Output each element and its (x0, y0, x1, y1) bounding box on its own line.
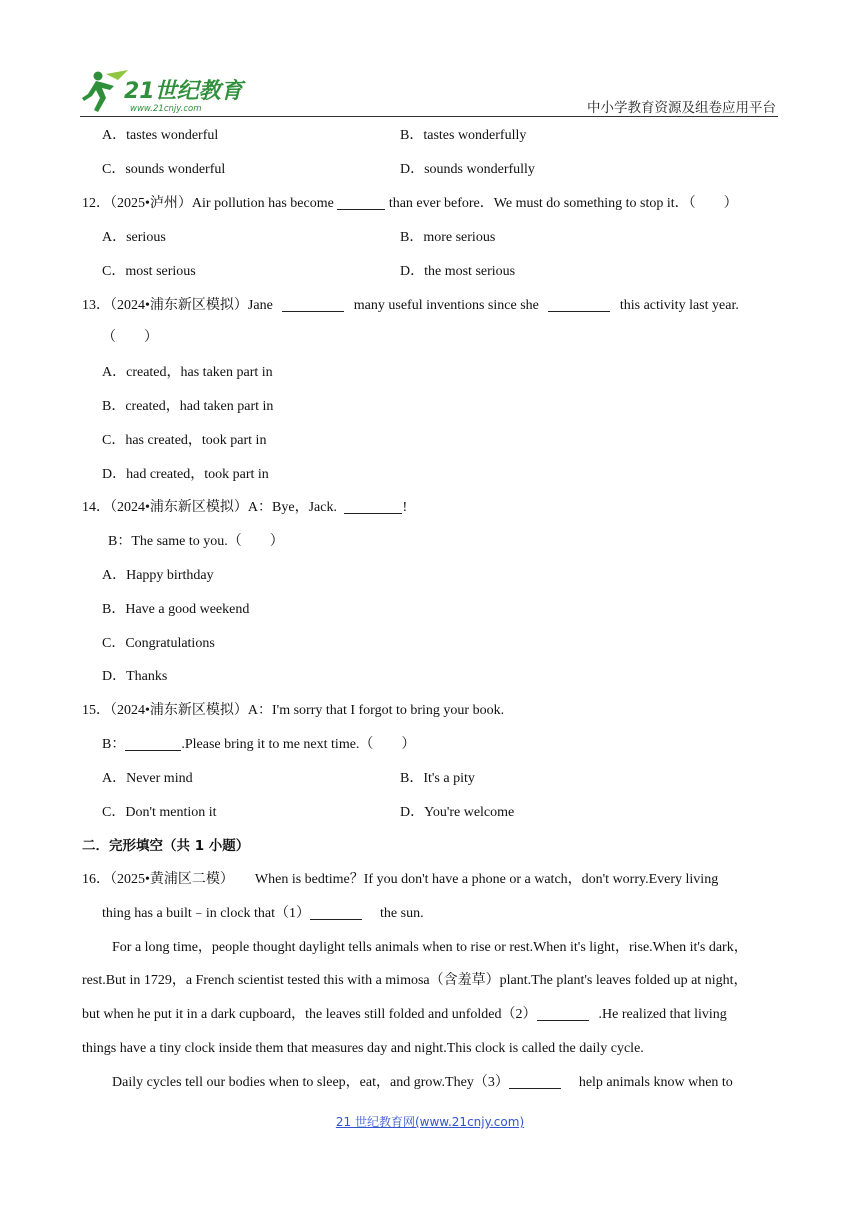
logo-text: 21世纪教育 (124, 79, 243, 104)
q13-option-c: C．has created，took part in (102, 433, 267, 448)
q13-option-d: D．had created，took part in (102, 467, 269, 482)
q13-blank-1 (282, 297, 344, 312)
q16-line-6: things have a tiny clock inside them that measures day and night.This clock is called the daily cycle. (82, 1041, 644, 1056)
q11-option-b: B．tastes wonderfully (400, 128, 527, 143)
q16-blank-3 (509, 1074, 561, 1089)
q14-blank (344, 499, 402, 514)
q14-stem-post: ! (402, 500, 408, 515)
q16-line-7 (112, 1073, 733, 1093)
q12-option-a: A．serious (102, 230, 166, 245)
q16-line-7-post: help animals know when to (578, 1075, 733, 1090)
logo (80, 68, 250, 116)
q16-line-5-post: .He realized that living (598, 1007, 727, 1022)
q16-line-1: 16．（2025•黄浦区二模） When is bedtime？If you don't have a phone or a watch，don't worry.Every living (82, 872, 719, 887)
q13-option-b: B．created，had taken part in (102, 399, 274, 414)
q15-option-b: B．It's a pity (400, 771, 475, 786)
q16-blank-1 (310, 905, 362, 920)
q16-blank-2 (537, 1006, 589, 1021)
q16-line-5 (82, 1005, 727, 1025)
q13-paren: （ ） (102, 330, 158, 345)
q15-stem: 15．（2024•浦东新区模拟）A：I'm sorry that I forgot to bring your book. (82, 703, 505, 718)
q13-stem-post: this activity last year. (619, 298, 739, 313)
header-divider (80, 116, 778, 117)
q12-option-b: B．more serious (400, 230, 496, 245)
q12-blank (337, 195, 385, 210)
q16-line-2 (102, 904, 424, 924)
q14-stem (82, 498, 407, 518)
q15-line2-post: .Please bring it to me next time.（ ） (181, 737, 416, 752)
q15-line2 (102, 735, 415, 755)
q12-stem-pre: 12．（2025•泸州）Air pollution has become (82, 196, 334, 211)
q16-line-2-post: the sun. (380, 906, 424, 921)
q14-line2: B：The same to you.（ ） (108, 534, 284, 549)
q16-line-2-pre: thing has a built﹣in clock that（1） (102, 906, 311, 921)
q16-line-3: For a long time，people thought daylight tells animals when to rise or rest.When it's light，rise.When it's dark， (112, 940, 748, 955)
q15-option-d: D．You're welcome (400, 805, 515, 820)
q12-stem-post: than ever before．We must do something to stop it．（ ） (388, 196, 738, 211)
runner-icon (82, 70, 128, 112)
q14-option-a: A．Happy birthday (102, 568, 214, 583)
q16-line-4: rest.But in 1729，a French scientist tested this with a mimosa（含羞草）plant.The plant's leaves folded up at night， (82, 973, 748, 988)
platform-title: 中小学教育资源及组卷应用平台 (587, 100, 776, 116)
q16-line-5-pre: but when he put it in a dark cupboard，the leaves still folded and unfolded（2） (82, 1007, 537, 1022)
q14-stem-pre: 14．（2024•浦东新区模拟）A：Bye，Jack. (82, 500, 337, 515)
q12-option-d: D．the most serious (400, 264, 516, 279)
q15-option-c: C．Don't mention it (102, 805, 217, 820)
q15-line2-pre: B： (102, 737, 126, 752)
q13-stem-mid: many useful inventions since she (353, 298, 539, 313)
q15-option-a: A．Never mind (102, 771, 193, 786)
section-heading: 二．完形填空（共 1 小题） (82, 838, 250, 854)
q15-blank (125, 736, 181, 751)
q16-line-7-pre: Daily cycles tell our bodies when to sleep，eat，and grow.They（3） (112, 1075, 509, 1090)
q11-option-c: C．sounds wonderful (102, 162, 226, 177)
q13-stem (82, 296, 739, 316)
q13-stem-pre: 13．（2024•浦东新区模拟）Jane (82, 298, 273, 313)
q13-blank-2 (548, 297, 610, 312)
q14-option-b: B．Have a good weekend (102, 602, 250, 617)
q12-stem (82, 194, 738, 214)
q14-option-d: D．Thanks (102, 669, 168, 684)
q12-option-c: C．most serious (102, 264, 196, 279)
footer-link[interactable]: 21 世纪教育网(www.21cnjy.com) (335, 1115, 525, 1129)
q11-option-d: D．sounds wonderfully (400, 162, 535, 177)
logo-url: www.21cnjy.com (130, 104, 202, 114)
q13-option-a: A．created，has taken part in (102, 365, 273, 380)
q11-option-a: A．tastes wonderful (102, 128, 219, 143)
q14-option-c: C．Congratulations (102, 636, 215, 651)
